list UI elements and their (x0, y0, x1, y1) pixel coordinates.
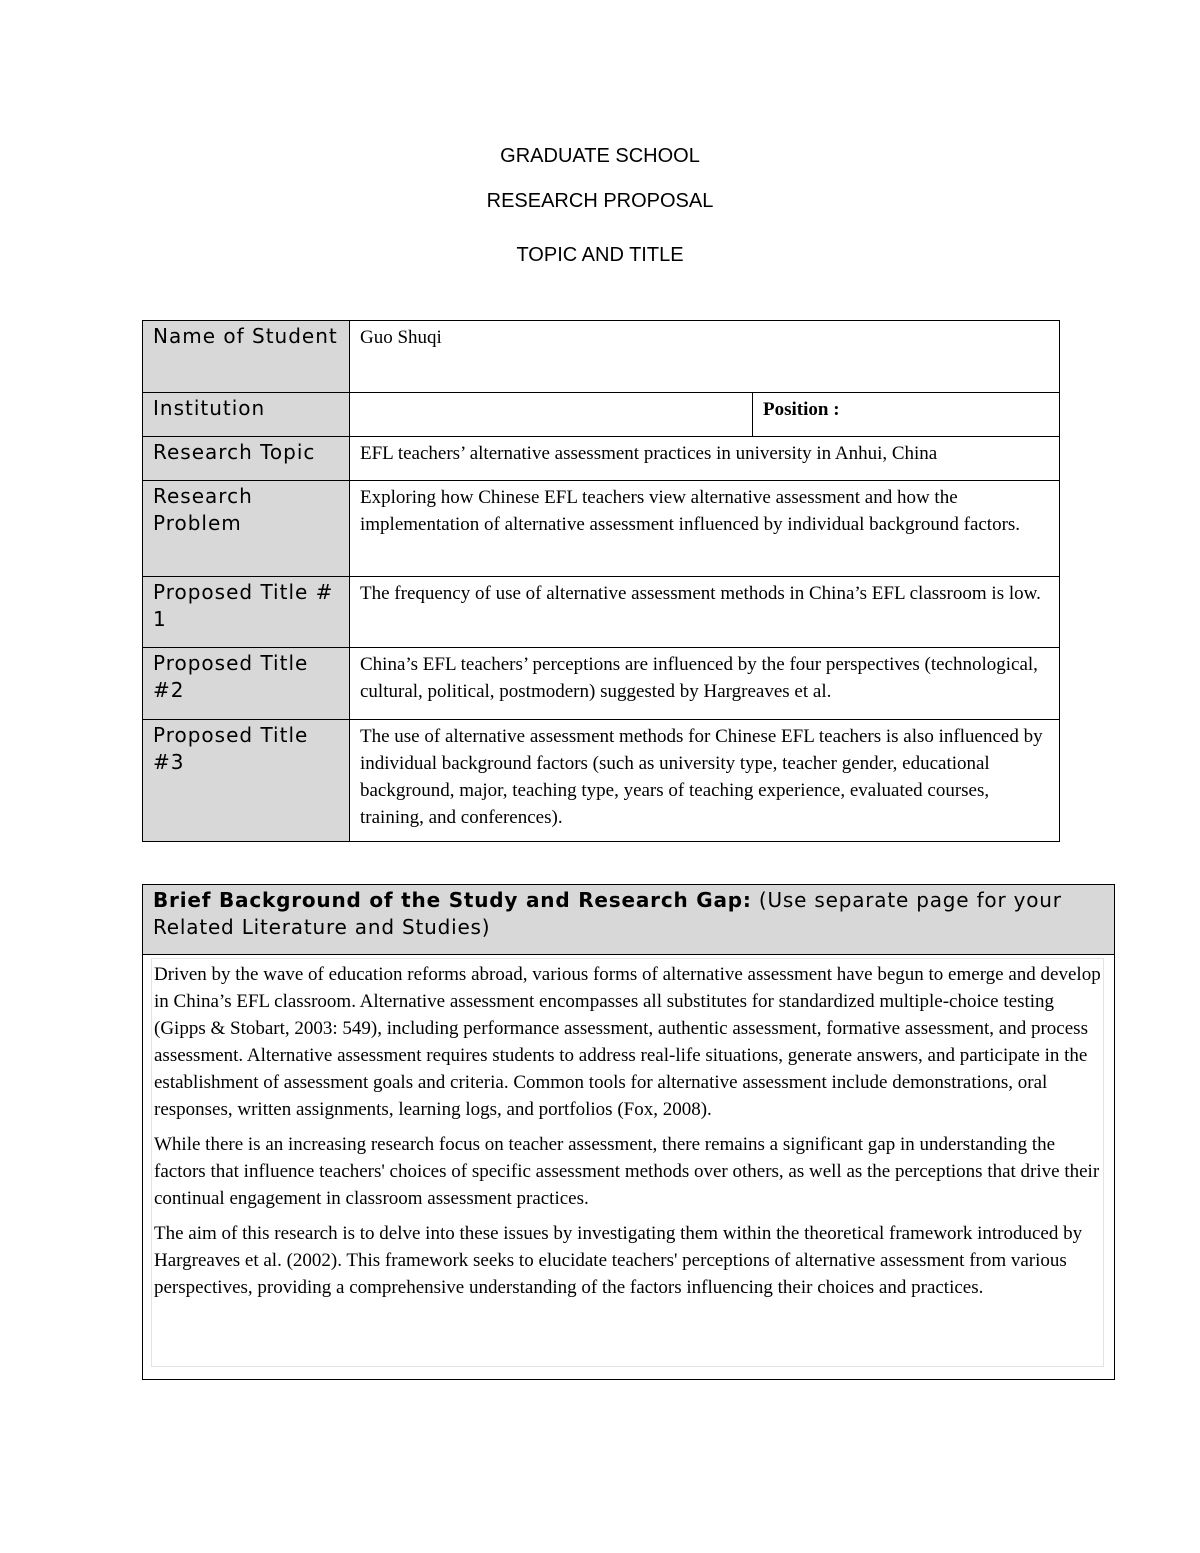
proposed-title-1-label: Proposed Title # 1 (143, 577, 350, 648)
background-heading-note: (Use separate page for your Related Literature and Studies) (153, 888, 1062, 939)
proposed-title-3-value: The use of alternative assessment methods for Chinese EFL teachers is also influenced by individual background factors (such as university type, teacher gender, educational background, major, teaching type, years of teaching experience, evaluated courses, training, and conferences). (350, 720, 1060, 842)
table-row (143, 481, 1060, 577)
topic-title-heading: TOPIC AND TITLE (516, 244, 684, 266)
research-problem-value: Exploring how Chinese EFL teachers view alternative assessment and how the implementation of alternative assessment influenced by individual background factors. (350, 481, 1060, 577)
research-topic-value: EFL teachers’ alternative assessment practices in university in Anhui, China (350, 437, 1060, 481)
institution-label: Institution (143, 393, 350, 437)
table-row (143, 648, 1060, 720)
school-heading: GRADUATE SCHOOL (500, 145, 700, 167)
background-paragraph: The aim of this research is to delve into these issues by investigating them within the theoretical framework introduced by Hargreaves et al. (2002). This framework seeks to elucidate teachers' perceptions of alternative assessment from various perspectives, providing a comprehensive understanding of the factors influencing their choices and practices. (154, 1223, 1083, 1298)
background-heading-title: Brief Background of the Study and Research Gap: (153, 888, 752, 912)
student-name-value: Guo Shuqi (350, 321, 1060, 393)
proposal-info-table (142, 320, 1060, 842)
table-row (143, 321, 1060, 393)
background-section (142, 884, 1115, 1380)
position-label: Position : (753, 393, 1060, 437)
table-row (143, 577, 1060, 648)
table-row (143, 437, 1060, 481)
proposed-title-2-label: Proposed Title #2 (143, 648, 350, 720)
proposed-title-2-value: China’s EFL teachers’ perceptions are influenced by the four perspectives (technological, cultural, political, postmodern) suggested by Hargreaves et al. (350, 648, 1060, 720)
research-topic-label: Research Topic (143, 437, 350, 481)
proposal-heading: RESEARCH PROPOSAL (486, 190, 714, 212)
background-body (151, 958, 1104, 1367)
student-name-label: Name of Student (143, 321, 350, 393)
proposed-title-1-value: The frequency of use of alternative assessment methods in China’s EFL classroom is low. (350, 577, 1060, 648)
table-row (143, 393, 1060, 437)
table-row (143, 720, 1060, 842)
background-paragraph: Driven by the wave of education reforms abroad, various forms of alternative assessment have begun to emerge and develop in China’s EFL classroom. Alternative assessment encompasses all substitutes for standardized multiple-choice testing (Gipps & Stobart, 2003: 549), including performance assessment, authentic assessment, formative assessment, and process assessment. Alternative assessment requires students to address real-life situations, generate answers, and participate in the establishment of assessment goals and criteria. Common tools for alternative assessment include demonstrations, oral responses, written assignments, learning logs, and portfolios (Fox, 2008). (154, 964, 1101, 1120)
background-paragraph: While there is an increasing research focus on teacher assessment, there remains a significant gap in understanding the factors that influence teachers' choices of specific assessment methods over others, as well as the perceptions that drive their continual engagement in classroom assessment practices. (154, 1134, 1100, 1209)
research-problem-label: Research Problem (143, 481, 350, 577)
institution-value (350, 393, 753, 437)
background-heading (143, 885, 1114, 955)
proposed-title-3-label: Proposed Title #3 (143, 720, 350, 842)
